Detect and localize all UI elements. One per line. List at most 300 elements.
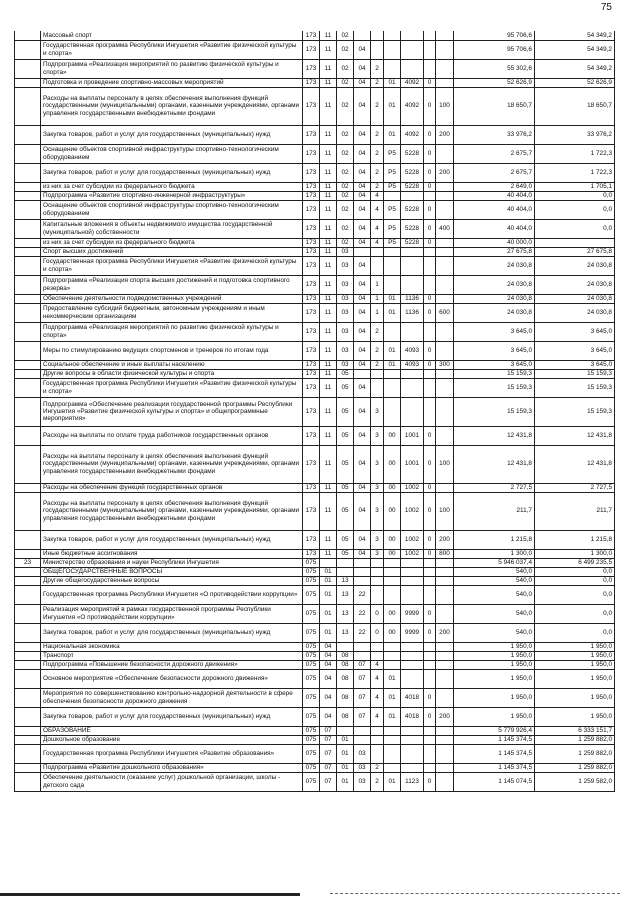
cell-c4 [354, 558, 371, 567]
cell-a1: 211,7 [454, 492, 535, 530]
cell-c6 [384, 585, 401, 604]
cell-c5 [371, 642, 384, 651]
cell-c2: 11 [320, 163, 337, 182]
cell-a1: 2 675,7 [454, 144, 535, 163]
cell-c7: 1002 [401, 549, 424, 558]
cell-c6: 01 [384, 294, 401, 303]
cell-a2: 2 727,5 [535, 483, 615, 492]
cell-a1: 55 302,6 [454, 59, 535, 78]
cell-c5: 4 [371, 191, 384, 200]
cell-a2: 0,0 [535, 585, 615, 604]
cell-name: Закупка товаров, работ и услуг для государственных (муниципальных) нужд [41, 163, 303, 182]
cell-c5: 2 [371, 360, 384, 369]
cell-c6: 01 [384, 125, 401, 144]
cell-c6: 01 [384, 669, 401, 688]
cell-c2: 11 [320, 144, 337, 163]
cell-a1: 15 159,3 [454, 397, 535, 426]
cell-c7: 5228 [401, 200, 424, 219]
cell-c9 [436, 744, 454, 763]
cell-a1: 52 626,9 [454, 78, 535, 87]
cell-c6 [384, 378, 401, 397]
cell-a1: 24 030,8 [454, 275, 535, 294]
cell-c2: 11 [320, 322, 337, 341]
cell-name: Национальная экономика [41, 642, 303, 651]
table-row [15, 87, 615, 125]
cell-a1: 1 950,0 [454, 660, 535, 669]
cell-idx [15, 707, 41, 726]
cell-c6 [384, 744, 401, 763]
cell-c3: 03 [337, 247, 354, 256]
cell-a2: 54 349,2 [535, 59, 615, 78]
table-row [15, 163, 615, 182]
cell-a1: 40 404,0 [454, 200, 535, 219]
cell-c6 [384, 651, 401, 660]
cell-name: Подпрограмма «Реализация спорта высших достижений и подготовка спортивного резерва» [41, 275, 303, 294]
table-row [15, 744, 615, 763]
cell-c7 [401, 31, 424, 40]
cell-idx [15, 125, 41, 144]
cell-c3: 03 [337, 341, 354, 360]
cell-c5: 4 [371, 688, 384, 707]
cell-c1: 173 [303, 294, 320, 303]
cell-idx [15, 219, 41, 238]
cell-name: Подпрограмма «Обеспечение реализации государственной программы Республики Ингушетия «Развитие физической культуры и спорта» и общепрограммные мероприятия» [41, 397, 303, 426]
cell-c1: 075 [303, 660, 320, 669]
page-number: 75 [600, 2, 612, 13]
cell-name: Меры по стимулированию ведущих спортсменов и тренеров по итогам года [41, 341, 303, 360]
table-row [15, 341, 615, 360]
cell-name: Государственная программа Республики Ингушетия «О противодействии коррупции» [41, 585, 303, 604]
cell-c4: 04 [354, 445, 371, 483]
cell-c3: 01 [337, 735, 354, 744]
cell-c4: 04 [354, 191, 371, 200]
cell-c1: 075 [303, 642, 320, 651]
cell-c9: 400 [436, 219, 454, 238]
cell-c3: 08 [337, 669, 354, 688]
cell-c7 [401, 256, 424, 275]
table-row [15, 576, 615, 585]
cell-c6 [384, 31, 401, 40]
cell-c8 [424, 660, 436, 669]
cell-c4: 07 [354, 669, 371, 688]
cell-c7: 5228 [401, 219, 424, 238]
cell-c7: 4093 [401, 341, 424, 360]
cell-c4: 04 [354, 322, 371, 341]
cell-name: из них за счет субсидии из федерального бюджета [41, 238, 303, 247]
cell-a2 [535, 238, 615, 247]
cell-c7 [401, 735, 424, 744]
cell-c6: Р5 [384, 238, 401, 247]
cell-c6 [384, 256, 401, 275]
cell-c1: 173 [303, 40, 320, 59]
cell-idx [15, 294, 41, 303]
cell-c9 [436, 294, 454, 303]
cell-c1: 075 [303, 735, 320, 744]
table-row [15, 623, 615, 642]
cell-c3: 13 [337, 623, 354, 642]
cell-c9 [436, 660, 454, 669]
cell-name: Оснащение объектов спортивной инфраструктуры спортивно-технологическим оборудованием [41, 200, 303, 219]
cell-idx [15, 623, 41, 642]
cell-c7: 5228 [401, 163, 424, 182]
cell-a1: 27 675,8 [454, 247, 535, 256]
cell-c4: 07 [354, 707, 371, 726]
cell-c9 [436, 397, 454, 426]
cell-idx [15, 247, 41, 256]
cell-idx [15, 163, 41, 182]
cell-c6 [384, 397, 401, 426]
cell-c4: 04 [354, 59, 371, 78]
cell-c9 [436, 378, 454, 397]
cell-a2: 0,0 [535, 604, 615, 623]
cell-name: Государственная программа Республики Ингушетия «Развитие физической культуры и спорта» [41, 40, 303, 59]
cell-c6: 00 [384, 492, 401, 530]
cell-c2: 11 [320, 256, 337, 275]
cell-c9 [436, 604, 454, 623]
cell-name: Спорт высших достижений [41, 247, 303, 256]
cell-idx [15, 763, 41, 772]
table-row [15, 735, 615, 744]
cell-c6: 00 [384, 623, 401, 642]
cell-c5: 1 [371, 275, 384, 294]
cell-c3: 01 [337, 744, 354, 763]
cell-c8: 0 [424, 772, 436, 791]
cell-c1: 173 [303, 360, 320, 369]
cell-c3: 08 [337, 651, 354, 660]
cell-a2: 54 349,2 [535, 31, 615, 40]
cell-c3: 05 [337, 549, 354, 558]
cell-a2: 1 950,0 [535, 688, 615, 707]
cell-a2: 1 950,0 [535, 642, 615, 651]
cell-idx [15, 726, 41, 735]
cell-c3: 13 [337, 604, 354, 623]
cell-c3: 05 [337, 369, 354, 378]
table-row [15, 604, 615, 623]
cell-c1: 075 [303, 763, 320, 772]
cell-c9 [436, 558, 454, 567]
cell-c1: 173 [303, 238, 320, 247]
cell-c5: 3 [371, 492, 384, 530]
cell-c8: 0 [424, 483, 436, 492]
cell-c7: 4092 [401, 125, 424, 144]
cell-c6: 00 [384, 445, 401, 483]
cell-c9 [436, 40, 454, 59]
cell-c6: Р5 [384, 182, 401, 191]
cell-a1: 1 950,0 [454, 669, 535, 688]
cell-a2: 1 259 882,0 [535, 735, 615, 744]
cell-c9 [436, 182, 454, 191]
cell-name: Социальное обеспечение и иные выплаты населению [41, 360, 303, 369]
cell-c1: 173 [303, 322, 320, 341]
cell-a2: 1 950,0 [535, 669, 615, 688]
cell-c2: 11 [320, 426, 337, 445]
cell-a1: 1 145 374,5 [454, 735, 535, 744]
cell-c6: 01 [384, 360, 401, 369]
cell-a2: 1 215,8 [535, 530, 615, 549]
cell-c8 [424, 59, 436, 78]
cell-c7: 1002 [401, 483, 424, 492]
cell-c3: 02 [337, 238, 354, 247]
cell-c3: 01 [337, 763, 354, 772]
cell-c9 [436, 200, 454, 219]
cell-a2: 1 950,0 [535, 707, 615, 726]
cell-c4 [354, 726, 371, 735]
cell-c4: 03 [354, 763, 371, 772]
cell-c8: 0 [424, 604, 436, 623]
cell-c9 [436, 688, 454, 707]
cell-a1: 1 145 374,5 [454, 763, 535, 772]
cell-c7: 1136 [401, 294, 424, 303]
cell-c1: 075 [303, 688, 320, 707]
cell-c5: 3 [371, 445, 384, 483]
cell-c2: 07 [320, 763, 337, 772]
cell-name: Мероприятия по совершенствованию контрольно-надзорной деятельности в сфере обеспечения безопасности дорожного движения [41, 688, 303, 707]
cell-c6: Р5 [384, 163, 401, 182]
cell-idx [15, 200, 41, 219]
cell-name: Государственная программа Республики Ингушетия «Развитие физической культуры и спорта» [41, 256, 303, 275]
cell-name: Подпрограмма «Развитие дошкольного образования» [41, 763, 303, 772]
cell-c1: 173 [303, 378, 320, 397]
cell-idx [15, 735, 41, 744]
cell-a2: 54 349,2 [535, 40, 615, 59]
cell-c7 [401, 669, 424, 688]
cell-c1: 173 [303, 445, 320, 483]
cell-c6 [384, 726, 401, 735]
cell-name: ОБЩЕГОСУДАРСТВЕННЫЕ ВОПРОСЫ [41, 567, 303, 576]
cell-c9 [436, 238, 454, 247]
cell-c1: 075 [303, 567, 320, 576]
cell-c1: 173 [303, 200, 320, 219]
cell-c1: 173 [303, 397, 320, 426]
cell-c1: 173 [303, 483, 320, 492]
cell-c1: 075 [303, 558, 320, 567]
cell-a1: 95 706,6 [454, 40, 535, 59]
cell-c1: 173 [303, 426, 320, 445]
cell-c8: 0 [424, 341, 436, 360]
cell-c8: 0 [424, 303, 436, 322]
cell-c3: 03 [337, 322, 354, 341]
cell-c8 [424, 369, 436, 378]
cell-c8 [424, 669, 436, 688]
bottom-dash [330, 893, 620, 894]
cell-name: Реализация мероприятий в рамках государственной программы Республики Ингушетия «О противодействии коррупции» [41, 604, 303, 623]
cell-c2: 11 [320, 275, 337, 294]
cell-a2: 211,7 [535, 492, 615, 530]
cell-c3: 13 [337, 576, 354, 585]
cell-c4 [354, 369, 371, 378]
table-row [15, 707, 615, 726]
cell-c7: 4018 [401, 707, 424, 726]
table-row [15, 275, 615, 294]
cell-c1: 173 [303, 341, 320, 360]
cell-c1: 173 [303, 256, 320, 275]
cell-c9: 100 [436, 445, 454, 483]
cell-c1: 075 [303, 651, 320, 660]
cell-c3: 02 [337, 144, 354, 163]
cell-c7 [401, 726, 424, 735]
cell-a1: 540,0 [454, 623, 535, 642]
cell-c8 [424, 567, 436, 576]
cell-a1: 540,0 [454, 585, 535, 604]
cell-c5: 4 [371, 200, 384, 219]
cell-a1: 40 404,0 [454, 219, 535, 238]
table-row [15, 125, 615, 144]
cell-c1: 075 [303, 623, 320, 642]
cell-c2: 11 [320, 238, 337, 247]
cell-c9: 300 [436, 360, 454, 369]
cell-c5: 1 [371, 294, 384, 303]
cell-a2: 24 030,8 [535, 294, 615, 303]
cell-c2: 01 [320, 604, 337, 623]
cell-c9 [436, 322, 454, 341]
cell-c9: 800 [436, 549, 454, 558]
cell-c7: 4092 [401, 78, 424, 87]
cell-c3: 08 [337, 688, 354, 707]
cell-a2: 52 626,9 [535, 78, 615, 87]
cell-c1: 173 [303, 31, 320, 40]
cell-c2: 11 [320, 360, 337, 369]
cell-c8: 0 [424, 426, 436, 445]
cell-c8: 0 [424, 623, 436, 642]
cell-c2: 11 [320, 492, 337, 530]
cell-idx [15, 256, 41, 275]
cell-c3 [337, 567, 354, 576]
cell-c2: 07 [320, 735, 337, 744]
cell-name: из них за счет субсидии из федерального бюджета [41, 182, 303, 191]
cell-c5: 4 [371, 669, 384, 688]
cell-a2: 15 159,3 [535, 397, 615, 426]
cell-c7 [401, 322, 424, 341]
cell-c5 [371, 744, 384, 763]
cell-c5: 2 [371, 322, 384, 341]
cell-c2: 01 [320, 623, 337, 642]
cell-c1: 075 [303, 669, 320, 688]
cell-name: Транспорт [41, 651, 303, 660]
cell-c6: 01 [384, 341, 401, 360]
cell-a2: 3 645,0 [535, 322, 615, 341]
cell-c7: 4092 [401, 87, 424, 125]
cell-c7 [401, 247, 424, 256]
cell-c3: 05 [337, 378, 354, 397]
cell-c1: 173 [303, 219, 320, 238]
cell-c3: 03 [337, 303, 354, 322]
cell-c5: 0 [371, 604, 384, 623]
table-row [15, 219, 615, 238]
cell-c8: 0 [424, 87, 436, 125]
cell-c8: 0 [424, 707, 436, 726]
cell-c2: 11 [320, 341, 337, 360]
cell-a2: 0,0 [535, 191, 615, 200]
cell-c2: 11 [320, 31, 337, 40]
cell-a2: 0,0 [535, 623, 615, 642]
cell-idx [15, 642, 41, 651]
cell-idx [15, 688, 41, 707]
cell-c9: 100 [436, 87, 454, 125]
cell-c3: 02 [337, 200, 354, 219]
cell-c7 [401, 576, 424, 585]
cell-name: Дошкольное образование [41, 735, 303, 744]
cell-c7: 1001 [401, 426, 424, 445]
table-row [15, 726, 615, 735]
cell-c8: 0 [424, 238, 436, 247]
cell-c5 [371, 247, 384, 256]
cell-c7: 9999 [401, 623, 424, 642]
cell-c5: 3 [371, 549, 384, 558]
cell-c7: 1002 [401, 492, 424, 530]
cell-c1: 173 [303, 144, 320, 163]
cell-a1: 40 000,0 [454, 238, 535, 247]
cell-c2: 11 [320, 530, 337, 549]
table-row [15, 585, 615, 604]
cell-c3: 05 [337, 397, 354, 426]
cell-a1: 3 645,0 [454, 322, 535, 341]
table-row [15, 426, 615, 445]
cell-c8: 0 [424, 294, 436, 303]
table-row [15, 378, 615, 397]
cell-idx [15, 772, 41, 791]
cell-name: Закупка товаров, работ и услуг для государственных (муниципальных) нужд [41, 707, 303, 726]
cell-c7: 1136 [401, 303, 424, 322]
cell-c6: 00 [384, 483, 401, 492]
cell-c4: 04 [354, 219, 371, 238]
cell-c8 [424, 397, 436, 426]
cell-idx [15, 369, 41, 378]
cell-c8: 0 [424, 360, 436, 369]
cell-c8 [424, 322, 436, 341]
cell-c8 [424, 726, 436, 735]
cell-c8 [424, 576, 436, 585]
cell-name: Расходы на выплаты персоналу в целях обеспечения выполнения функций государственными (муниципальными) органами, казенными учреждениями, органами управления государственными внебюджетными фондами [41, 492, 303, 530]
cell-a1: 1 215,8 [454, 530, 535, 549]
cell-c4: 22 [354, 623, 371, 642]
cell-c6: 01 [384, 78, 401, 87]
table-row [15, 530, 615, 549]
cell-a2: 0,0 [535, 219, 615, 238]
cell-c2: 04 [320, 707, 337, 726]
cell-c8: 0 [424, 163, 436, 182]
cell-idx [15, 31, 41, 40]
cell-idx [15, 191, 41, 200]
cell-c5: 2 [371, 125, 384, 144]
cell-c4: 04 [354, 144, 371, 163]
cell-idx [15, 492, 41, 530]
cell-a1: 5 779 926,4 [454, 726, 535, 735]
cell-c2: 04 [320, 688, 337, 707]
cell-c4 [354, 576, 371, 585]
cell-idx [15, 87, 41, 125]
cell-a2: 18 650,7 [535, 87, 615, 125]
cell-c4: 04 [354, 200, 371, 219]
cell-c6: 01 [384, 87, 401, 125]
cell-c4: 04 [354, 294, 371, 303]
cell-name: Другие вопросы в области физической культуры и спорта [41, 369, 303, 378]
cell-a1: 15 159,3 [454, 369, 535, 378]
cell-c6 [384, 247, 401, 256]
cell-c4: 04 [354, 483, 371, 492]
cell-name: Государственная программа Республики Ингушетия «Развитие физической культуры и спорта» [41, 378, 303, 397]
cell-c1: 173 [303, 163, 320, 182]
cell-a1: 2 727,5 [454, 483, 535, 492]
cell-idx [15, 182, 41, 191]
cell-c7 [401, 275, 424, 294]
cell-a1: 1 950,0 [454, 688, 535, 707]
cell-idx [15, 585, 41, 604]
cell-c7: 1123 [401, 772, 424, 791]
cell-c2: 11 [320, 247, 337, 256]
cell-a2: 1 950,0 [535, 651, 615, 660]
cell-c5 [371, 585, 384, 604]
table-row [15, 772, 615, 791]
